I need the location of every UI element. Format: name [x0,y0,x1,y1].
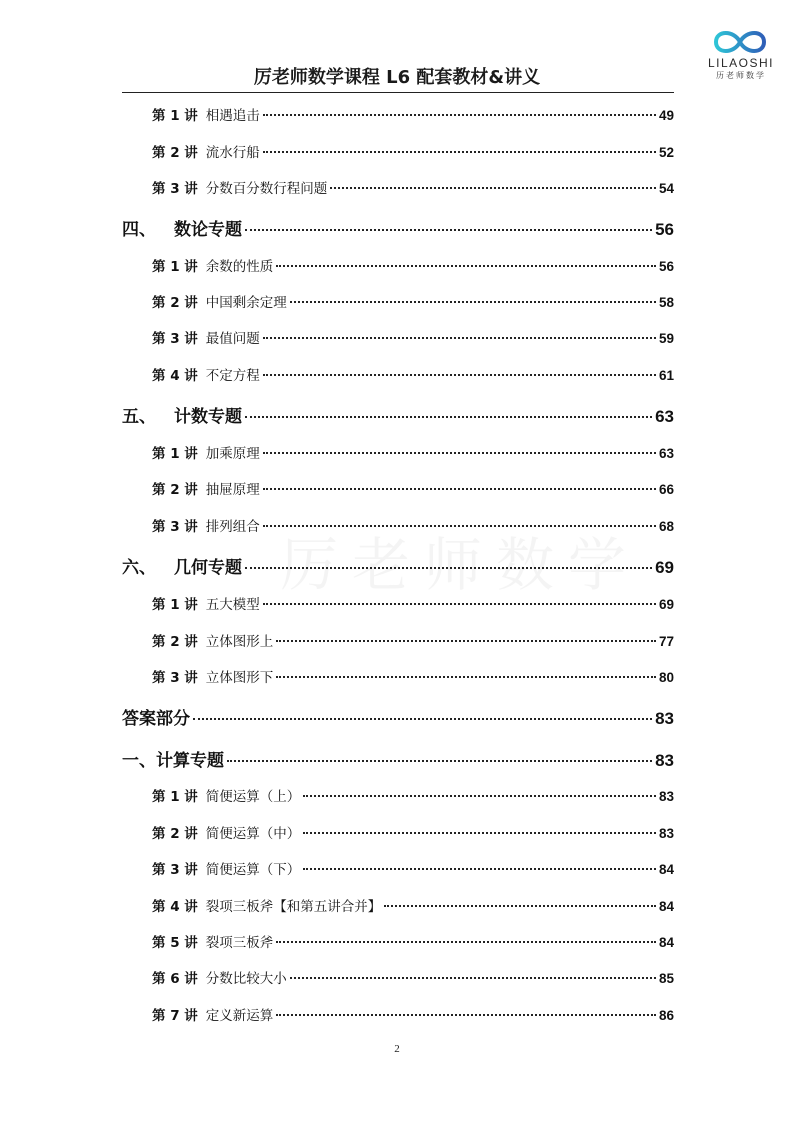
toc-leader-dots [276,265,656,267]
toc-entry-page: 83 [658,789,674,804]
toc-entry-number: 第 1 讲 [152,789,198,805]
toc-entry-page: 69 [658,597,674,612]
toc-entry-number: 第 1 讲 [152,259,198,275]
toc-leader-dots [276,676,656,678]
toc-leader-dots [263,151,656,153]
toc-entry-label: 几何专题 [174,558,242,578]
toc-leader-dots [290,301,656,303]
toc-entry-label: 五大模型 [205,597,260,613]
toc-entry-page: 68 [658,519,674,534]
toc-entry-page: 80 [658,670,674,685]
toc-entry[interactable] [152,255,674,275]
toc-entry[interactable] [152,177,674,197]
toc-entry-label: 流水行船 [205,145,260,161]
toc-entry[interactable] [152,785,674,805]
toc-entry-number: 第 3 讲 [152,331,198,347]
toc-entry-page: 83 [658,826,674,841]
toc-entry[interactable] [152,858,674,878]
toc-leader-dots [384,905,656,907]
toc-entry-page: 85 [658,971,674,986]
toc-leader-dots [263,374,656,376]
toc-entry-page: 63 [655,407,674,426]
toc-entry[interactable] [152,364,674,384]
toc-entry[interactable] [152,593,674,613]
toc-entry-label: 数论专题 [174,220,242,240]
toc-entry-number: 第 1 讲 [152,597,198,613]
toc-entry-number: 第 6 讲 [152,971,198,987]
logo-subtext: 历老师数学 [716,71,766,80]
toc-entry-page: 83 [655,709,674,728]
toc-entry-number: 第 2 讲 [152,295,198,311]
toc-entry-label: 分数比较大小 [205,971,287,987]
toc-entry-page: 86 [658,1008,674,1023]
toc-leader-dots [290,977,656,979]
toc-entry-number: 六、 [122,558,156,578]
toc-entry[interactable] [122,553,674,578]
toc-entry-number: 第 3 讲 [152,519,198,535]
toc-leader-dots [276,941,656,943]
toc-leader-dots [263,603,656,605]
toc-entry[interactable] [152,630,674,650]
toc-entry[interactable] [152,931,674,951]
toc-entry[interactable] [152,967,674,987]
toc-entry-label: 立体图形上 [205,634,274,650]
toc-entry-label: 简便运算（中） [205,826,301,842]
toc-entry-number: 第 2 讲 [152,145,198,161]
toc-entry-label: 裂项三板斧 [205,935,274,951]
toc-leader-dots [245,229,652,231]
toc-entry-label: 简便运算（上） [205,789,301,805]
toc-entry-page: 66 [658,482,674,497]
toc-leader-dots [227,760,652,762]
toc-entry-page: 84 [658,899,674,914]
toc-entry-label: 简便运算（下） [205,862,301,878]
toc-entry-number: 第 7 讲 [152,1008,198,1024]
toc-entry-page: 56 [658,259,674,274]
toc-entry-page: 69 [655,558,674,577]
toc-leader-dots [303,868,656,870]
toc-entry-label: 加乘原理 [205,446,260,462]
toc-entry[interactable] [152,1004,674,1024]
toc-entry-label: 不定方程 [205,368,260,384]
toc-entry-label: 分数百分数行程问题 [205,181,328,197]
toc-entry-label: 中国剩余定理 [205,295,287,311]
toc-entry-label: 答案部分 [122,709,190,729]
toc-leader-dots [263,337,656,339]
toc-entry-label: 相遇追击 [205,108,260,124]
toc-leader-dots [263,114,656,116]
toc-entry[interactable] [152,478,674,498]
toc-leader-dots [303,795,656,797]
toc-entry-number: 第 1 讲 [152,108,198,124]
toc-entry[interactable] [152,442,674,462]
toc-leader-dots [276,640,656,642]
toc-entry-page: 58 [658,295,674,310]
toc-entry[interactable] [152,666,674,686]
toc-entry-label: 抽屉原理 [205,482,260,498]
toc-leader-dots [330,187,656,189]
toc-entry[interactable] [152,141,674,161]
toc-entry-label: 裂项三板斧【和第五讲合并】 [205,899,382,915]
toc-entry[interactable] [152,822,674,842]
toc-entry-page: 84 [658,935,674,950]
toc-entry-number: 第 2 讲 [152,634,198,650]
toc-entry-page: 49 [658,108,674,123]
toc-entry[interactable] [122,704,674,729]
toc-entry-number: 第 3 讲 [152,181,198,197]
toc-entry-page: 59 [658,331,674,346]
toc-entry-label: 定义新运算 [205,1008,274,1024]
toc-entry-number: 第 1 讲 [152,446,198,462]
toc-entry-page: 54 [658,181,674,196]
toc-entry-page: 63 [658,446,674,461]
toc-entry-number: 五、 [122,407,156,427]
toc-leader-dots [193,718,652,720]
toc-entry[interactable] [122,215,674,240]
toc-entry-page: 77 [658,634,674,649]
toc-entry-page: 52 [658,145,674,160]
toc-leader-dots [263,452,656,454]
toc-entry[interactable] [152,327,674,347]
toc-entry[interactable] [122,402,674,427]
toc-leader-dots [245,416,652,418]
toc-entry-number: 第 4 讲 [152,899,198,915]
toc-entry[interactable] [122,746,674,771]
toc-leader-dots [263,488,656,490]
toc-entry-number: 第 3 讲 [152,862,198,878]
toc-entry-page: 84 [658,862,674,877]
toc-entry-label: 立体图形下 [205,670,274,686]
toc-entry[interactable] [152,895,674,915]
toc-entry-label: 排列组合 [205,519,260,535]
toc-entry-label: 余数的性质 [205,259,274,275]
toc-entry[interactable] [152,515,674,535]
toc-entry[interactable] [152,104,674,124]
toc-entry[interactable] [152,291,674,311]
toc-leader-dots [303,832,656,834]
toc-entry-label: 一、计算专题 [122,751,224,771]
toc-entry-number: 第 5 讲 [152,935,198,951]
toc-leader-dots [245,567,652,569]
document-title: 厉老师数学课程 L6 配套教材&讲义 [253,67,541,88]
toc-entry-label: 最值问题 [205,331,260,347]
toc-entry-page: 61 [658,368,674,383]
toc-entry-label: 计数专题 [174,407,242,427]
logo-text: LILAOSHI [707,56,775,70]
toc-entry-number: 第 3 讲 [152,670,198,686]
toc-leader-dots [276,1014,656,1016]
toc-entry-number: 第 2 讲 [152,482,198,498]
page-number: 2 [394,1043,400,1055]
toc-entry-number: 第 4 讲 [152,368,198,384]
toc-entry-page: 56 [655,220,674,239]
toc-entry-number: 四、 [122,220,156,240]
toc-entry-page: 83 [655,751,674,770]
toc-entry-number: 第 2 讲 [152,826,198,842]
toc-leader-dots [263,525,656,527]
